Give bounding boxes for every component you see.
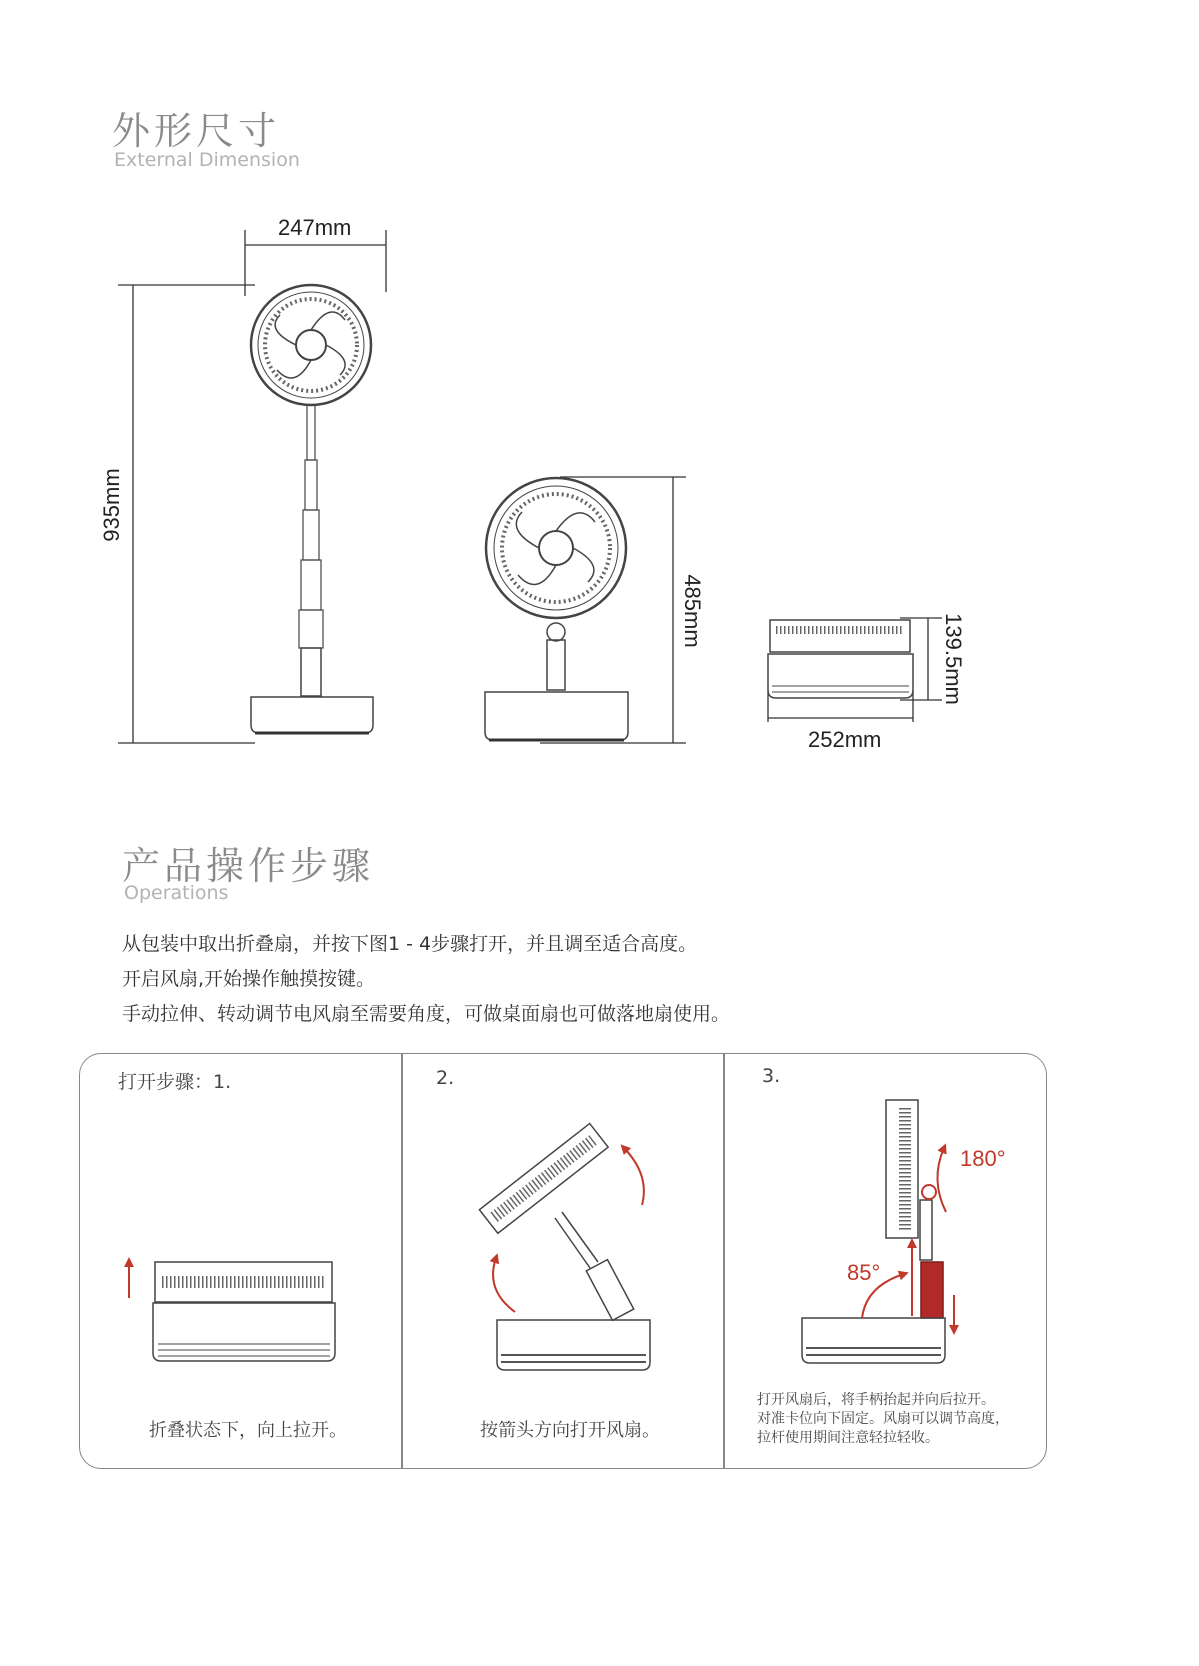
step3-upright-fan	[802, 1100, 945, 1363]
intro-line-3: 手动拉伸、转动调节电风扇至需要角度，可做桌面扇也可做落地扇使用。	[122, 1003, 731, 1025]
step1-caption: 折叠状态下，向上拉开。	[149, 1420, 347, 1441]
intro-line-2: 开启风扇,开始操作触摸按键。	[122, 968, 376, 990]
step2-label: 2.	[436, 1067, 455, 1089]
step3-note-line-3: 拉杆使用期间注意轻拉轻收。	[757, 1430, 939, 1446]
section-title-operations: 产品操作步骤	[122, 844, 375, 888]
dim-height-tall: 935mm	[99, 468, 124, 542]
dim-height-desk: 485mm	[680, 574, 705, 648]
dim-width-tall: 247mm	[278, 215, 352, 240]
section-subtitle-dimension: External Dimension	[114, 149, 300, 171]
step1-label: 打开步骤：1.	[118, 1071, 232, 1093]
angle-180-label: 180°	[960, 1146, 1006, 1171]
angle-85-label: 85°	[847, 1260, 881, 1285]
step3-note-line-2: 对准卡位向下固定。风扇可以调节高度，	[757, 1411, 1009, 1427]
step2-arrow-top	[624, 1148, 644, 1205]
step3-label: 3.	[762, 1065, 781, 1087]
step2-caption: 按箭头方向打开风扇。	[480, 1420, 660, 1441]
section-title-dimension: 外形尺寸	[112, 109, 281, 153]
step3-note-line-1: 打开风扇后，将手柄抬起并向后拉开。	[757, 1392, 995, 1408]
step2-arrow-bottom	[493, 1258, 515, 1312]
step3-arrow-rotate	[937, 1148, 946, 1212]
intro-line-1: 从包装中取出折叠扇，并按下图1 - 4步骤打开，并且调至适合高度。	[122, 933, 698, 955]
dim-width-folded: 252mm	[808, 727, 882, 752]
section-subtitle-operations: Operations	[124, 882, 229, 904]
dim-height-folded: 139.5mm	[941, 613, 966, 705]
step2-tilting-fan	[479, 1124, 650, 1370]
step1-folded-fan	[153, 1262, 335, 1361]
